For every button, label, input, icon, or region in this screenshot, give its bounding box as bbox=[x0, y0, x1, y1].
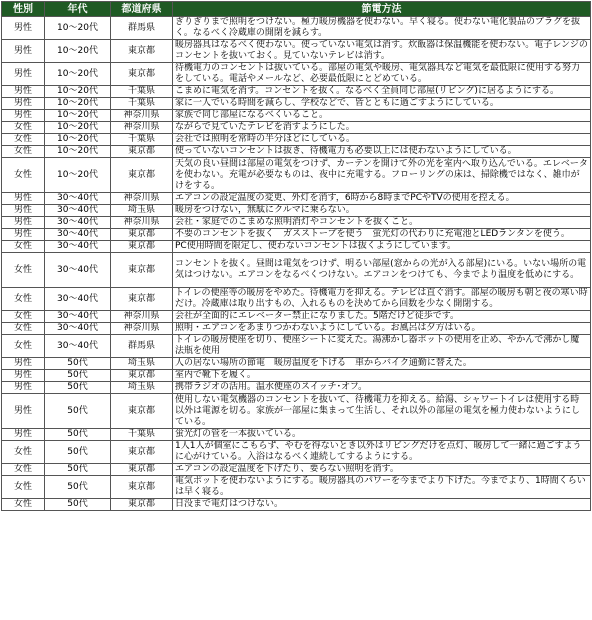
table-row bbox=[2, 98, 591, 110]
cell-method: 会社・家庭でのこまめな照明消灯やコンセントを抜くこと。 bbox=[173, 217, 591, 229]
table-row bbox=[2, 394, 591, 429]
table-row bbox=[2, 370, 591, 382]
cell-method: PC使用時間を限定し、使わないコンセントは抜くようにしています。 bbox=[173, 241, 591, 253]
cell-sex: 女性 bbox=[2, 464, 45, 476]
cell-sex: 女性 bbox=[2, 134, 45, 146]
cell-sex: 男性 bbox=[2, 205, 45, 217]
cell-method: 待機電力のコンセントは抜いている。部屋の電気や暖房、電気器具など電気を最低限に使用する努力をしている。電話やメールなど、必要最低限にとどめている。 bbox=[173, 63, 591, 86]
table-row bbox=[2, 311, 591, 323]
cell-prefecture: 東京都 bbox=[111, 40, 173, 63]
cell-sex: 男性 bbox=[2, 40, 45, 63]
cell-age: 50代 bbox=[45, 476, 111, 499]
cell-sex: 男性 bbox=[2, 382, 45, 394]
cell-prefecture: 東京都 bbox=[111, 394, 173, 429]
cell-prefecture: 東京都 bbox=[111, 441, 173, 464]
cell-prefecture: 神奈川県 bbox=[111, 122, 173, 134]
cell-prefecture: 東京都 bbox=[111, 464, 173, 476]
cell-prefecture: 千葉県 bbox=[111, 86, 173, 98]
cell-sex: 男性 bbox=[2, 370, 45, 382]
cell-method: トイレの暖房便座を切り、便座シートに変えた。湯沸かし器ポットの使用を止め、やかんで沸かし魔法瓶を使用 bbox=[173, 335, 591, 358]
cell-sex: 女性 bbox=[2, 499, 45, 511]
cell-method: 電気ポットを使わないようにする。暖房器具のパワーを今までより下げた。今までより、1時間くらいは早く寝る。 bbox=[173, 476, 591, 499]
cell-prefecture: 神奈川県 bbox=[111, 311, 173, 323]
energy-saving-survey-table bbox=[1, 1, 591, 511]
cell-method: 不要のコンセントを抜く ガスストーブを使う 蛍光灯の代わりに充電池とLEDランタンを使う。 bbox=[173, 229, 591, 241]
cell-method: 家族で同じ部屋になるべくいること。 bbox=[173, 110, 591, 122]
cell-age: 50代 bbox=[45, 464, 111, 476]
cell-sex: 女性 bbox=[2, 441, 45, 464]
table-row bbox=[2, 499, 591, 511]
cell-method: 蛍光灯の管を一本抜いている。 bbox=[173, 429, 591, 441]
cell-sex: 男性 bbox=[2, 63, 45, 86]
cell-method: トイレの便座等の暖房をやめた。待機電力を抑える。テレビは直ぐ消す。部屋の暖房も朝と夜の寒い時だけ。冷蔵庫は取り出すもの、入れるものを決めてから回数を少なく開閉する。 bbox=[173, 288, 591, 311]
cell-prefecture: 千葉県 bbox=[111, 98, 173, 110]
cell-prefecture: 東京都 bbox=[111, 370, 173, 382]
cell-age: 10～20代 bbox=[45, 158, 111, 193]
cell-prefecture: 東京都 bbox=[111, 253, 173, 288]
cell-age: 10～20代 bbox=[45, 122, 111, 134]
cell-age: 50代 bbox=[45, 429, 111, 441]
table-row bbox=[2, 464, 591, 476]
table-row bbox=[2, 205, 591, 217]
cell-sex: 女性 bbox=[2, 288, 45, 311]
header-sex: 性別 bbox=[2, 2, 45, 17]
header-age: 年代 bbox=[45, 2, 111, 17]
cell-age: 30～40代 bbox=[45, 205, 111, 217]
cell-method: こまめに電気を消す。コンセントを抜く。なるべく全員同じ部屋(リビング)に居るようにする。 bbox=[173, 86, 591, 98]
cell-prefecture: 東京都 bbox=[111, 63, 173, 86]
table-row bbox=[2, 288, 591, 311]
table-row bbox=[2, 323, 591, 335]
cell-method: 室内で靴下を履く。 bbox=[173, 370, 591, 382]
cell-prefecture: 東京都 bbox=[111, 288, 173, 311]
cell-prefecture: 東京都 bbox=[111, 146, 173, 158]
cell-method: 日没まで電灯はつけない。 bbox=[173, 499, 591, 511]
cell-method: エアコンの設定温度の変更、外灯を消す，6時から8時までPCやTVの使用を控える。 bbox=[173, 193, 591, 205]
cell-prefecture: 千葉県 bbox=[111, 134, 173, 146]
cell-sex: 女性 bbox=[2, 253, 45, 288]
cell-method: ながらで見ていたテレビを消すようにした。 bbox=[173, 122, 591, 134]
cell-age: 10～20代 bbox=[45, 63, 111, 86]
cell-sex: 女性 bbox=[2, 122, 45, 134]
table-row bbox=[2, 63, 591, 86]
cell-sex: 女性 bbox=[2, 241, 45, 253]
table-row bbox=[2, 476, 591, 499]
cell-method: 人の居ない場所の節電 暖房温度を下げる 車からバイク通勤に替えた。 bbox=[173, 358, 591, 370]
cell-sex: 男性 bbox=[2, 229, 45, 241]
cell-method: コンセントを抜く。昼間は電気をつけず、明るい部屋(窓からの光が入る部屋)にいる。いない場所の電気はつけない。エアコンをなるべくつけない。エアコンをつけても、今までより温度を低めにする。 bbox=[173, 253, 591, 288]
cell-method: 照明・エアコンをあまりつかわないようにしている。お風呂は夕方はいる。 bbox=[173, 323, 591, 335]
table-row bbox=[2, 335, 591, 358]
cell-method: 暖房をつけない，無駄にクルマに乗らない。 bbox=[173, 205, 591, 217]
cell-age: 30～40代 bbox=[45, 229, 111, 241]
cell-method: エアコンの設定温度を下げたり、要らない照明を消す。 bbox=[173, 464, 591, 476]
cell-age: 10～20代 bbox=[45, 86, 111, 98]
cell-prefecture: 東京都 bbox=[111, 158, 173, 193]
cell-sex: 男性 bbox=[2, 358, 45, 370]
table-row bbox=[2, 110, 591, 122]
cell-age: 50代 bbox=[45, 370, 111, 382]
table-row bbox=[2, 122, 591, 134]
cell-method: 会社では照明を常時の半分ほどにしている。 bbox=[173, 134, 591, 146]
cell-sex: 女性 bbox=[2, 476, 45, 499]
cell-age: 50代 bbox=[45, 441, 111, 464]
cell-method: 使用しない電気機器のコンセントを抜いて、待機電力を抑える。給湯、シャワートイレは使用する時以外は電源を切る。家族が一部屋に集まって生活し、それ以外の部屋の電気を極力使わないようにしている。 bbox=[173, 394, 591, 429]
cell-age: 50代 bbox=[45, 499, 111, 511]
header-row bbox=[2, 2, 591, 17]
cell-sex: 男性 bbox=[2, 217, 45, 229]
cell-sex: 女性 bbox=[2, 323, 45, 335]
cell-prefecture: 東京都 bbox=[111, 229, 173, 241]
cell-prefecture: 埼玉県 bbox=[111, 382, 173, 394]
table-row bbox=[2, 86, 591, 98]
cell-method: 暖房器具はなるべく使わない。使っていない電気は消す。炊飯器は保温機能を使わない。電子レンジのコンセントを抜いておく。見ていないテレビは消す。 bbox=[173, 40, 591, 63]
cell-prefecture: 東京都 bbox=[111, 476, 173, 499]
cell-sex: 男性 bbox=[2, 17, 45, 40]
table-row bbox=[2, 193, 591, 205]
cell-age: 30～40代 bbox=[45, 335, 111, 358]
cell-age: 10～20代 bbox=[45, 146, 111, 158]
table-row bbox=[2, 134, 591, 146]
cell-method: 携帯ラジオの活用。温水便座のスイッチ･オフ。 bbox=[173, 382, 591, 394]
cell-age: 50代 bbox=[45, 382, 111, 394]
cell-method: 使っていないコンセントは抜き、待機電力も必要以上には使わないようにしている。 bbox=[173, 146, 591, 158]
cell-prefecture: 群馬県 bbox=[111, 17, 173, 40]
cell-prefecture: 神奈川県 bbox=[111, 110, 173, 122]
table-row bbox=[2, 429, 591, 441]
table-body bbox=[2, 17, 591, 511]
cell-prefecture: 埼玉県 bbox=[111, 205, 173, 217]
cell-prefecture: 東京都 bbox=[111, 241, 173, 253]
cell-sex: 男性 bbox=[2, 98, 45, 110]
cell-prefecture: 神奈川県 bbox=[111, 323, 173, 335]
cell-age: 10～20代 bbox=[45, 134, 111, 146]
cell-method: ぎりぎりまで照明をつけない。極力暖房機器を使わない。早く寝る。使わない電化製品のプラグを抜く。なるべく冷蔵庫の開閉を減らす。 bbox=[173, 17, 591, 40]
cell-prefecture: 神奈川県 bbox=[111, 193, 173, 205]
table-row bbox=[2, 241, 591, 253]
cell-age: 30～40代 bbox=[45, 241, 111, 253]
cell-method: 会社が全面的にエレベーター禁止になりました。5階だけど徒歩です。 bbox=[173, 311, 591, 323]
cell-age: 30～40代 bbox=[45, 288, 111, 311]
cell-prefecture: 埼玉県 bbox=[111, 358, 173, 370]
cell-age: 30～40代 bbox=[45, 323, 111, 335]
table-row bbox=[2, 217, 591, 229]
cell-age: 30～40代 bbox=[45, 253, 111, 288]
cell-method: 家に一人でいる時間を減らし、学校などで、皆とともに過ごすようにしている。 bbox=[173, 98, 591, 110]
cell-age: 10～20代 bbox=[45, 40, 111, 63]
cell-age: 30～40代 bbox=[45, 311, 111, 323]
cell-sex: 女性 bbox=[2, 335, 45, 358]
table-header bbox=[2, 2, 591, 17]
cell-age: 10～20代 bbox=[45, 17, 111, 40]
table-row bbox=[2, 358, 591, 370]
cell-age: 10～20代 bbox=[45, 98, 111, 110]
table-row bbox=[2, 146, 591, 158]
table-row bbox=[2, 253, 591, 288]
table-row bbox=[2, 158, 591, 193]
cell-age: 50代 bbox=[45, 358, 111, 370]
cell-age: 50代 bbox=[45, 394, 111, 429]
cell-sex: 男性 bbox=[2, 429, 45, 441]
cell-method: 1人1人が個室にこもらず、やむを得ないとき以外はリビングだけを点灯、暖房して一緒に過ごすように心がけている。入浴はなるべく連続してするようにする。 bbox=[173, 441, 591, 464]
cell-sex: 男性 bbox=[2, 86, 45, 98]
table-row bbox=[2, 441, 591, 464]
cell-prefecture: 神奈川県 bbox=[111, 217, 173, 229]
table-row bbox=[2, 40, 591, 63]
cell-prefecture: 群馬県 bbox=[111, 335, 173, 358]
cell-age: 30～40代 bbox=[45, 217, 111, 229]
table-row bbox=[2, 17, 591, 40]
table-row bbox=[2, 382, 591, 394]
cell-sex: 女性 bbox=[2, 158, 45, 193]
cell-sex: 男性 bbox=[2, 193, 45, 205]
cell-sex: 女性 bbox=[2, 146, 45, 158]
cell-age: 10～20代 bbox=[45, 110, 111, 122]
cell-prefecture: 東京都 bbox=[111, 499, 173, 511]
cell-prefecture: 千葉県 bbox=[111, 429, 173, 441]
table-row bbox=[2, 229, 591, 241]
cell-sex: 男性 bbox=[2, 394, 45, 429]
cell-method: 天気の良い昼間は部屋の電気をつけず、カーテンを開けて外の光を室内へ取り込んでいる。エレベータを使わない。充電が必要なものは、夜中に充電する。フローリングの床は、掃除機ではなく、雑巾がけをする。 bbox=[173, 158, 591, 193]
cell-sex: 女性 bbox=[2, 311, 45, 323]
header-method: 節電方法 bbox=[173, 2, 591, 17]
header-prefecture: 都道府県 bbox=[111, 2, 173, 17]
cell-sex: 男性 bbox=[2, 110, 45, 122]
cell-age: 30～40代 bbox=[45, 193, 111, 205]
